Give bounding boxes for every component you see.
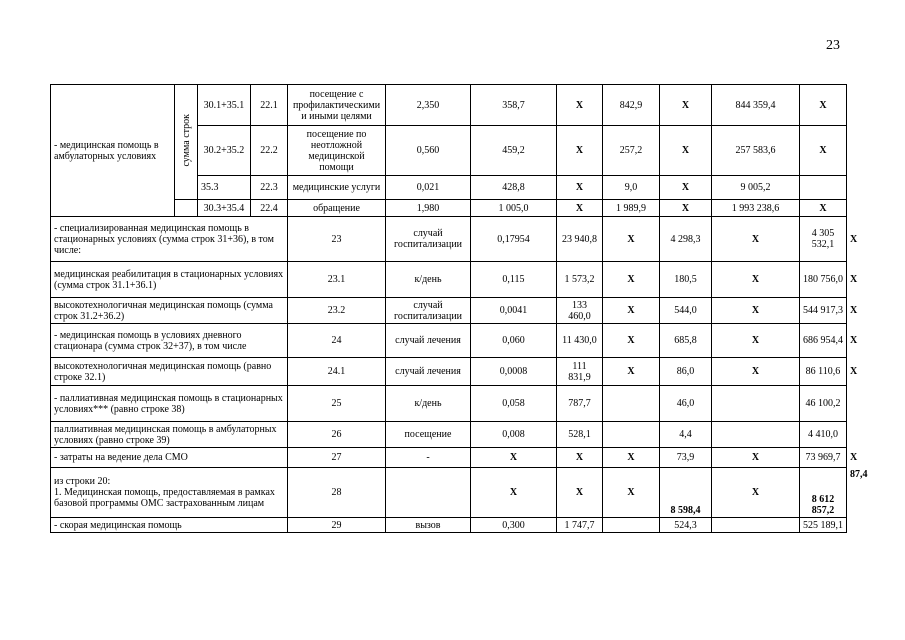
cell-x: Х [557,126,603,176]
row-label: - скорая медицинская помощь [51,518,288,533]
cell-volume: 0,300 [471,518,557,533]
row-label-text: 1. Медицинская помощь, предоставляемая в рамках базовой программы ОМС застрахованным лицам [54,487,275,509]
cell-x [712,518,800,533]
cell-volume: 0,0041 [471,298,557,324]
cell-x: Х [660,85,712,126]
table-row: из строки 20: 1. Медицинская помощь, предоставляемая в рамках базовой программы ОМС застрахованным лицам 28 Х Х Х 8 598,4 Х 8 612 857,2 87,4 [51,468,847,518]
cell-x: Х [603,298,660,324]
cell-row-number: 27 [288,448,386,468]
cell-per-capita: 180,5 [660,262,712,298]
row-label: медицинская реабилитация в стационарных условиях (сумма строк 31.1+36.1) [51,262,288,298]
cell-source-rows: 30.1+35.1 [198,85,251,126]
cell-total: 8 612 857,2 [800,468,847,518]
row-label [51,468,288,518]
table-row: медицинская реабилитация в стационарных условиях (сумма строк 31.1+36.1) 23.1 к/день 0,115 1 573,2 Х 180,5 Х 180 756,0 Х [51,262,847,298]
cell-unit: случай госпитализации [386,298,471,324]
row-label: высокотехнологичная медицинская помощь (равно строке 32.1) [51,358,288,386]
cell-volume: 0,008 [471,422,557,448]
cell-x: Х [712,262,800,298]
cell-total: 544 917,3 [800,298,847,324]
cell-x: Х [712,217,800,262]
cell-cost: 528,1 [557,422,603,448]
cell-cost: 133 460,0 [557,298,603,324]
cell-row-number: 22.4 [251,200,288,217]
cell-per-capita: 544,0 [660,298,712,324]
cell-row-number: 22.1 [251,85,288,126]
cell-volume: 0,17954 [471,217,557,262]
cell-row-number: 23 [288,217,386,262]
cell-x: Х [603,358,660,386]
cell-row-number: 23.1 [288,262,386,298]
cell-unit: случай лечения [386,358,471,386]
cell-unit: медицинские услуги [288,176,386,200]
cell-x: Х [712,468,800,518]
cell-per-capita: 9,0 [603,176,660,200]
row-label: - специализированная медицинская помощь в стационарных условиях (сумма строк 31+36), в том числе: [51,217,288,262]
cell-x: Х [660,176,712,200]
cell-x: Х [800,200,847,217]
cell-cost: 459,2 [471,126,557,176]
cell-x: Х [712,298,800,324]
cell-per-capita: 46,0 [660,386,712,422]
cell-unit: посещение с профилактическими и иными целями [288,85,386,126]
cell-source-rows: 35.3 [198,176,251,200]
cell-unit: вызов [386,518,471,533]
cell-x: Х [557,468,603,518]
row-label: паллиативная медицинская помощь в амбулаторных условиях (равно строке 39) [51,422,288,448]
row-label: - медицинская помощь в амбулаторных условиях [51,85,175,217]
cell-volume: 0,115 [471,262,557,298]
sum-rows-label: сумма строк [175,85,198,200]
row-label-prefix: из строки 20: [54,476,111,487]
cell-x [712,422,800,448]
cell-total: 844 359,4 [712,85,800,126]
cell-row-number: 29 [288,518,386,533]
financing-table [50,84,868,533]
cell-per-capita: 86,0 [660,358,712,386]
cell-x: Х [712,358,800,386]
cell-volume: 0,560 [386,126,471,176]
cell-x: Х [800,126,847,176]
table-row: - медицинская помощь в условиях дневного стационара (сумма строк 32+37), в том числе 24 случай лечения 0,060 11 430,0 Х 685,8 Х 686 954,4 Х [51,324,847,358]
cell-total: 180 756,0 [800,262,847,298]
cell-volume: 0,0008 [471,358,557,386]
cell-x: Х [557,200,603,217]
cell-per-capita: 257,2 [603,126,660,176]
cell-unit: к/день [386,262,471,298]
cell-unit [386,468,471,518]
cell-row-number: 22.3 [251,176,288,200]
cell-total: 4 305 532,1 [800,217,847,262]
cell-cost: 11 430,0 [557,324,603,358]
cell-volume: 0,058 [471,386,557,422]
cell-total: 46 100,2 [800,386,847,422]
cell-x: Х [660,200,712,217]
row-label: - медицинская помощь в условиях дневного стационара (сумма строк 32+37), в том числе [51,324,288,358]
cell-row-number: 23.2 [288,298,386,324]
cell-x: Х [712,448,800,468]
cell-total: 686 954,4 [800,324,847,358]
cell-unit: - [386,448,471,468]
row-label: - паллиативная медицинская помощь в стационарных условиях*** (равно строке 38) [51,386,288,422]
table-row [51,386,847,422]
cell-per-capita: 73,9 [660,448,712,468]
cell-x: Х [603,217,660,262]
cell-row-number: 26 [288,422,386,448]
cell-x [603,386,660,422]
cell-cost: 1 573,2 [557,262,603,298]
cell-row-number: 22.2 [251,126,288,176]
cell-x [603,422,660,448]
cell-row-number: 25 [288,386,386,422]
cell-cost: 358,7 [471,85,557,126]
cell-cost: 23 940,8 [557,217,603,262]
cell-x [603,518,660,533]
cell-unit: случай госпитализации [386,217,471,262]
cell-cost: 787,7 [557,386,603,422]
cell-volume: 0,060 [471,324,557,358]
cell-source-rows: 30.2+35.2 [198,126,251,176]
cell-volume: 0,021 [386,176,471,200]
cell-x: Х [660,126,712,176]
table-row [51,422,847,448]
cell-x: Х [557,85,603,126]
page-number: 23 [826,38,840,53]
cell-x: Х [712,324,800,358]
cell-total: 4 410,0 [800,422,847,448]
cell-row-number: 24.1 [288,358,386,386]
cell-unit: посещение по неотложной медицинской помощи [288,126,386,176]
cell-x: Х [603,448,660,468]
cell-total: 86 110,6 [800,358,847,386]
cell-row-number: 24 [288,324,386,358]
cell-row-number: 28 [288,468,386,518]
cell-x [800,176,847,200]
cell-x: Х [603,262,660,298]
cell-cost: 428,8 [471,176,557,200]
cell-per-capita: 524,3 [660,518,712,533]
cell-cost: 111 831,9 [557,358,603,386]
cell-unit: случай лечения [386,324,471,358]
cell-cost: 1 005,0 [471,200,557,217]
cell-total: 1 993 238,6 [712,200,800,217]
cell-volume: 2,350 [386,85,471,126]
cell-x [712,386,800,422]
cell-x: Х [800,85,847,126]
table-row: - специализированная медицинская помощь в стационарных условиях (сумма строк 31+36), в том числе: 23 случай госпитализации 0,17954 23 940,8 Х 4 298,3 Х 4 305 532,1 Х [51,217,847,262]
cell-x: Х [557,176,603,200]
cell-unit: обращение [288,200,386,217]
cell-source-rows: 30.3+35.4 [198,200,251,217]
row-label: высокотехнологичная медицинская помощь (сумма строк 31.2+36.2) [51,298,288,324]
cell-total: 525 189,1 [800,518,847,533]
cell-volume: 1,980 [386,200,471,217]
cell-unit: посещение [386,422,471,448]
cell-x: Х [603,468,660,518]
row-label: - затраты на ведение дела СМО [51,448,288,468]
table-row: высокотехнологичная медицинская помощь (сумма строк 31.2+36.2) 23.2 случай госпитализации 0,0041 133 460,0 Х 544,0 Х 544 917,3 Х [51,298,847,324]
cell-per-capita: 685,8 [660,324,712,358]
cell-per-capita: 8 598,4 [660,468,712,518]
cell-per-capita: 1 989,9 [603,200,660,217]
table-row: высокотехнологичная медицинская помощь (равно строке 32.1) 24.1 случай лечения 0,0008 111 831,9 Х 86,0 Х 86 110,6 Х [51,358,847,386]
cell-cost: 1 747,7 [557,518,603,533]
cell-per-capita: 4 298,3 [660,217,712,262]
table-row [51,518,847,533]
cell-x: Х [603,324,660,358]
table-row: - затраты на ведение дела СМО 27 - Х Х Х 73,9 Х 73 969,7 Х [51,448,847,468]
cell-total: 9 005,2 [712,176,800,200]
cell-empty [175,200,198,217]
table-row [51,85,847,126]
cell-total: 73 969,7 [800,448,847,468]
cell-per-capita: 842,9 [603,85,660,126]
cell-per-capita: 4,4 [660,422,712,448]
cell-x: Х [471,448,557,468]
cell-total: 257 583,6 [712,126,800,176]
cell-x: Х [471,468,557,518]
cell-x: Х [557,448,603,468]
cell-unit: к/день [386,386,471,422]
